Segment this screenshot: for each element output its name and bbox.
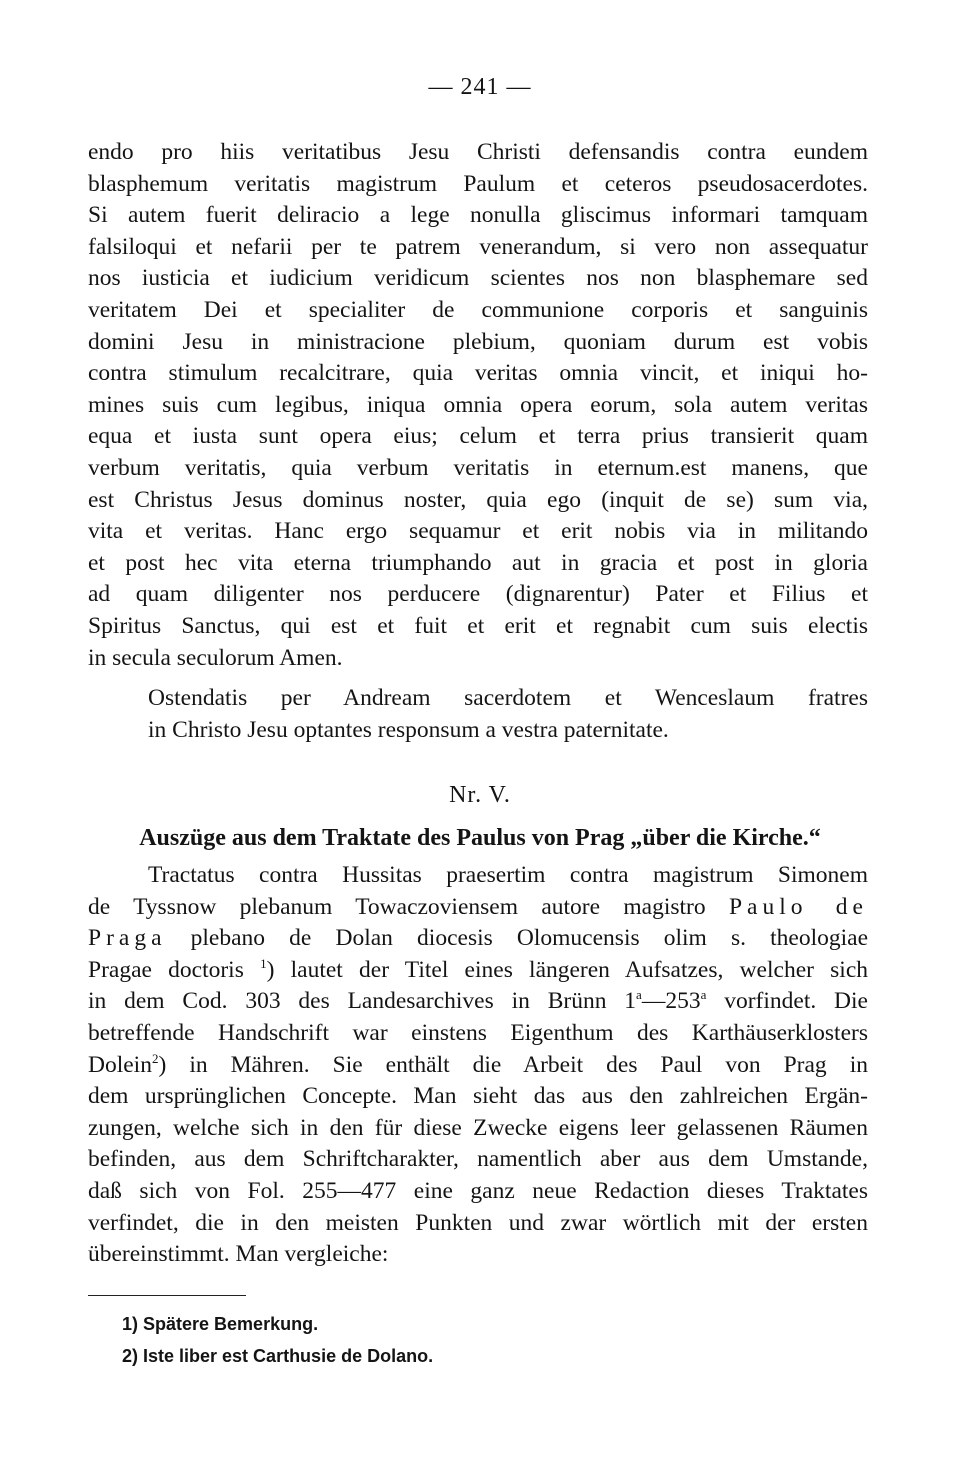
report-text: dem ursprünglichen Concepte. Man sieht das aus den zahlreichen Ergän- (88, 1083, 868, 1110)
text-line: endo pro hiis veritatibus Jesu Christi defensandis contra eundem (88, 139, 868, 165)
section-number: Nr. V. (449, 782, 511, 808)
report-line (88, 923, 868, 955)
report-line (88, 986, 868, 1018)
latin-letter-text (88, 137, 868, 674)
text-line: est Christus Jesus dominus noster, quia ego (inquit de se) sum via, (88, 486, 868, 513)
text-line: Ostendatis per Andream sacerdotem et Wenceslaum fratres (148, 685, 868, 711)
report-text: verfindet, die in den meisten Punkten und zwar wörtlich mit der ersten (88, 1209, 868, 1236)
text-line: domini Jesu in ministracione plebium, quoniam durum est vobis (88, 328, 868, 355)
text-line: mines suis cum legibus, iniqua omnia opera eorum, sola autem veritas (88, 391, 868, 418)
report-text: de Tyssnow plebanum Towaczoviensem autore magistro (88, 893, 706, 920)
report-line (88, 1144, 868, 1176)
closing-paragraph (88, 683, 868, 746)
text-line: veritatem Dei et specialiter de communione corporis et sanguinis (88, 296, 868, 323)
report-text: plebano de Dolan diocesis Olomucensis olim s. theologiae (190, 925, 869, 952)
text-line: blasphemum veritatis magistrum Paulum et ceteros pseudosacerdotes. (88, 170, 868, 197)
section-heading: Auszüge aus dem Traktate des Paulus von Prag „über die Kirche.“ (139, 825, 821, 851)
footnote-2: 2) Iste liber est Carthusie de Dolano. (122, 1346, 434, 1366)
report-line (88, 860, 868, 892)
folio-superscript: a (700, 987, 707, 1003)
report-line (88, 1239, 868, 1271)
text-line: Spiritus Sanctus, qui est et fuit et erit et regnabit cum suis electis (88, 612, 868, 639)
footnotes (122, 1308, 822, 1372)
report-paragraph (88, 860, 868, 1271)
report-line (88, 1081, 868, 1113)
footnote-divider (88, 1295, 246, 1296)
report-text: ) in Mähren. Sie enthält die Arbeit des Paul von Prag in (158, 1051, 868, 1078)
report-text: daß sich von Fol. 255—477 eine ganz neue Redaction dieses Traktates (88, 1177, 868, 1204)
report-text: zungen, welche sich in den für diese Zwecke eigens leer gelassenen Räumen (88, 1114, 868, 1141)
report-line (88, 1050, 868, 1082)
page-number: — 241 — (428, 74, 532, 100)
report-text: Dolein (88, 1051, 152, 1078)
report-line (88, 1176, 868, 1208)
text-line: vita et veritas. Hanc ergo sequamur et erit nobis via in militando (88, 518, 868, 545)
report-text: Pragae doctoris (88, 956, 244, 983)
text-line: Si autem fuerit deliracio a lege nonulla gliscimus informari tamquam (88, 202, 868, 229)
text-line: ad quam diligenter nos perducere (dignarentur) Pater et Filius et (88, 581, 868, 608)
text-line: et post hec vita eterna triumphando aut in gracia et post in gloria (88, 549, 868, 576)
footnote-1: 1) Spätere Bemerkung. (122, 1314, 319, 1334)
text-line: in secula seculorum Amen. (88, 644, 343, 671)
text-line: contra stimulum recalcitrare, quia veritas omnia vincit, et iniqui ho- (88, 360, 868, 387)
author-name: Praga (88, 925, 167, 952)
report-line (88, 1018, 868, 1050)
folio-superscript: a (636, 987, 642, 1003)
report-text: ) lautet der Titel eines längeren Aufsatzes, welcher sich (266, 956, 869, 983)
report-line (88, 1208, 868, 1240)
report-line (88, 892, 868, 924)
text-line: nos iusticia et iudicium veridicum scientes nos non blasphemare sed (88, 265, 868, 292)
footnote-ref-2[interactable]: 2 (151, 1050, 159, 1066)
report-text: Tractatus contra Hussitas praesertim contra magistrum Simonem (148, 862, 868, 888)
report-text: vorfindet. Die (706, 988, 868, 1015)
text-line: verbum veritatis, quia verbum veritatis in eternum.est manens, que (88, 454, 868, 481)
text-line: falsiloqui et nefarii per te patrem venerandum, si vero non assequatur (88, 233, 868, 260)
footnote-ref-1[interactable]: 1 (260, 955, 267, 971)
report-line (88, 955, 868, 987)
report-text: befinden, aus dem Schriftcharakter, namentlich aber aus dem Umstande, (88, 1146, 868, 1173)
author-name: Paulo de (728, 893, 868, 920)
report-text: —253 (641, 988, 701, 1015)
report-text: übereinstimmt. Man vergleiche: (88, 1241, 389, 1268)
text-line: in Christo Jesu optantes responsum a vestra paternitate. (148, 716, 669, 743)
report-line (88, 1113, 868, 1145)
text-line: equa et iusta sunt opera eius; celum et terra prius transierit quam (88, 423, 868, 450)
report-text: in dem Cod. 303 des Landesarchives in Brünn 1 (88, 988, 637, 1015)
report-text: betreffende Handschrift war einstens Eigenthum des Karthäuserklosters (88, 1019, 868, 1046)
